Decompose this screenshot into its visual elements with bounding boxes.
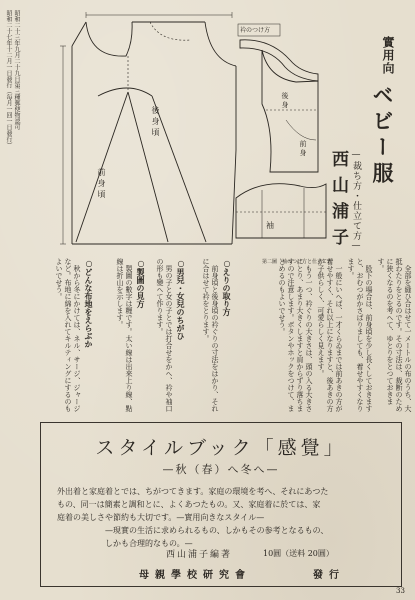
sleeve-diagram xyxy=(236,184,326,238)
pattern-diagrams xyxy=(55,8,333,270)
front-body-label: 前身頃 xyxy=(97,168,106,201)
collar-diagram-title: 衿のつけ方 xyxy=(240,27,271,34)
section-body: 男の子と女の子とでは打合せをかへ、衿や袖口の形も變へて作ります。 xyxy=(156,258,173,412)
intro-paragraph: 一般にいへば、一才くらゐまでは前あきの方が着せやすく、それ以上になりますと、後あきの方が子供らしく、可愛らしく見えます。 xyxy=(317,258,343,412)
article-title: ベビー服 xyxy=(370,84,395,188)
diagram-caption: 第二圖 袖のつけ方と仕立て方 xyxy=(262,259,333,265)
neckline-curve xyxy=(86,22,132,56)
intro-paragraph: 全部を縫ひ合はせて一メートルの布のうち、大抵わたりをとるのです。その寸法は、裁断のために狭くなるのを考へて、ゆとりをとつておきます。 xyxy=(377,258,412,412)
section-reading-drafts xyxy=(100,258,146,416)
ad-line: 外出着と家庭着とでは、ちがつてきます。家庭の環境を考へ、それにあつた xyxy=(57,487,329,496)
section-heading: ○どんな布地をえらぶか xyxy=(84,258,94,348)
sleeve-outline xyxy=(236,184,326,238)
section-body: 製圖の數字は糎です。太い線は出来上り線、點線は折山を示します。 xyxy=(116,258,133,412)
series-label: 實用向 xyxy=(381,36,395,75)
section-heading: ○えりの取り方 xyxy=(222,258,232,316)
collar-front-label: 前身 xyxy=(299,140,307,158)
publication-info xyxy=(4,10,20,175)
ad-publisher: 母親學校研究會 xyxy=(139,570,251,581)
ad-title: スタイルブック「感覺」 xyxy=(95,437,347,459)
intro-paragraph: もう一つ、衿ぐりの大きさは、頭の入る大きさにとり、あまり大きくしますと肩からずり落ちますので注意します。ボタンやホックをつけて、まとめるのもよいでせう。 xyxy=(278,258,313,412)
section-fabric-choice xyxy=(52,258,94,416)
ad-description xyxy=(57,485,387,550)
section-body: 前身頃と後身頃の衿ぐりの寸法をはかり、それに合はせて衿をとります。 xyxy=(202,258,219,412)
dimension-line-left xyxy=(60,46,66,244)
flare-line-center xyxy=(128,92,168,242)
back-body-label: 後身頃 xyxy=(151,106,160,139)
front-curve xyxy=(286,120,316,140)
page-number: 33 xyxy=(396,587,405,595)
armhole-curve xyxy=(205,22,236,66)
article-subtitle: —裁ち方・仕立て方— xyxy=(351,150,361,252)
back-neck-guide-dashed xyxy=(150,22,190,40)
section-boys-girls xyxy=(150,258,186,416)
article-intro xyxy=(272,258,412,416)
section-heading: ○男兒・女兒のちがひ xyxy=(176,258,186,340)
collar-band xyxy=(240,40,318,81)
section-body: 秋から冬にかけては、ネル、サージ、ジャージなど。布地に綿を入れてキルティングにするのもよいでせう。 xyxy=(55,258,81,412)
collar-back-label: 後身 xyxy=(281,92,289,110)
ad-line: もの、同一は簡素と調和とに、よくあつたもの。又、家庭着に於ては、家 xyxy=(57,500,321,509)
ad-price: 10圓（送料 20圓） xyxy=(263,549,334,558)
right-side-line xyxy=(232,66,236,244)
yoke-curve xyxy=(98,88,152,96)
bodice-outline xyxy=(262,50,318,172)
section-heading: ○製圖の見方 xyxy=(136,258,146,308)
ad-line: —現實の生活に求められるもの、しかもその参考となるもの、 xyxy=(105,526,329,535)
publication-info-line2: 昭和二十七年十二月一日發行（毎月一回一日發行） xyxy=(5,10,12,148)
section-collar xyxy=(188,258,232,416)
ad-line: しかも合理的なもの。— xyxy=(105,539,193,548)
dimension-line-top xyxy=(86,12,232,18)
sleeve-label: 袖 xyxy=(266,221,277,230)
stylebook-advertisement xyxy=(40,422,402,587)
ad-author: 西山浦子編著 xyxy=(166,550,233,560)
ad-line: 庭着の美しさや節約も大切です。—實用向きなスタイル— xyxy=(57,513,265,522)
shoulder-line xyxy=(72,22,86,46)
article-author: 西山浦子 xyxy=(328,150,348,254)
flare-line-left xyxy=(76,92,128,242)
intro-paragraph: 股下の場合は、前身頃を少し長くしておきますと、おむつがかさばりましても、着せやすくなります。 xyxy=(347,258,373,412)
ad-subtitle: —秋（春）へ冬へ— xyxy=(162,463,280,476)
publication-info-line1: 昭和二十三年九月二十九日第三種郵便物認可 xyxy=(13,10,20,130)
body-pattern-draft xyxy=(60,12,236,244)
ad-publisher-suffix: 發行 xyxy=(313,570,345,581)
